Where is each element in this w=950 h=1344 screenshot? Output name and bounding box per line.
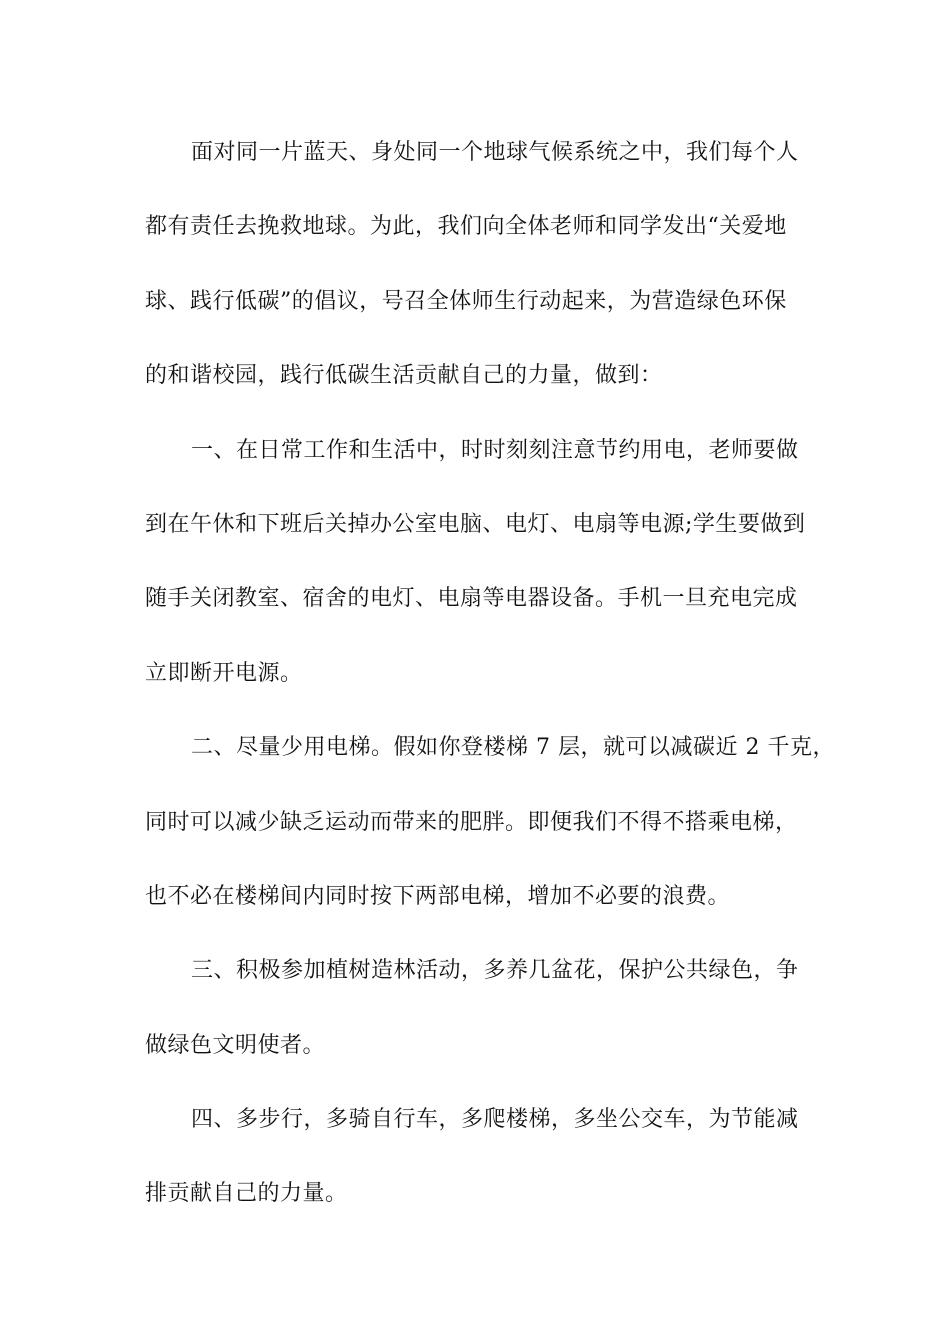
paragraph-line: 球、践行低碳”的倡议，号召全体师生行动起来，为营造绿色环保 [145, 288, 787, 314]
paragraph-line: 三、积极参加植树造林活动，多养几盆花，保护公共绿色，争 [191, 958, 799, 984]
document-body [145, 128, 835, 1244]
paragraph-line: 做绿色文明使者。 [145, 1032, 326, 1058]
paragraph-line: 排贡献自己的力量。 [145, 1181, 348, 1207]
paragraph-line: 四、多步行，多骑自行车，多爬楼梯，多坐公交车，为节能减 [191, 1107, 799, 1133]
paragraph-line: 面对同一片蓝天、身处同一个地球气候系统之中，我们每个人 [191, 140, 799, 165]
paragraph-line: 一、在日常工作和生活中，时时刻刻注意节约用电，老师要做 [191, 437, 799, 463]
paragraph-line: 的和谐校园，践行低碳生活贡献自己的力量，做到： [145, 363, 663, 389]
paragraph-line: 二、尽量少用电梯。假如你登楼梯 7 层，就可以减碳近 2 千克， [191, 735, 835, 761]
paragraph-line: 都有责任去挽救地球。为此，我们向全体老师和同学发出“关爱地 [145, 214, 787, 240]
paragraph-line: 到在午休和下班后关掉办公室电脑、电灯、电扇等电源;学生要做到 [145, 511, 806, 537]
paragraph-line: 立即断开电源。 [145, 660, 303, 686]
paragraph-line: 也不必在楼梯间内同时按下两部电梯，增加不必要的浪费。 [145, 883, 731, 909]
paragraph-line: 随手关闭教室、宿舍的电灯、电扇等电器设备。手机一旦充电完成 [145, 586, 798, 612]
paragraph-line: 同时可以减少缺乏运动而带来的肥胖。即便我们不得不搭乘电梯， [145, 809, 798, 835]
